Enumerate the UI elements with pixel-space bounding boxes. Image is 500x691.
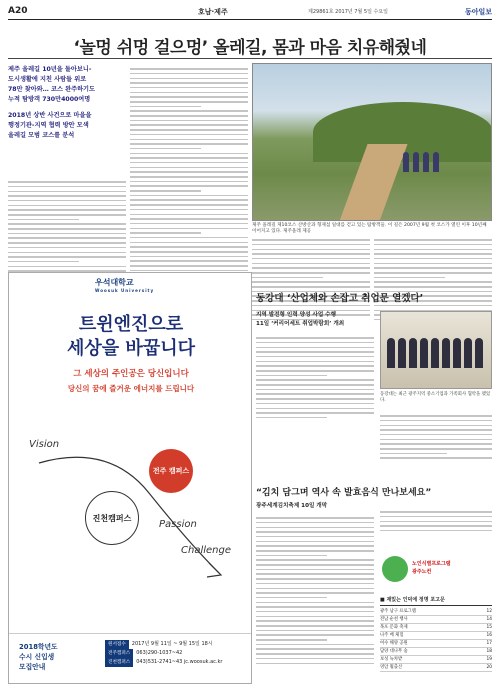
text-line	[380, 453, 447, 455]
text-line	[256, 389, 374, 391]
text-line	[8, 195, 126, 197]
photo-people	[403, 152, 453, 174]
sidebox-label	[412, 560, 451, 576]
text-line	[256, 356, 374, 358]
subhead-line: 누적 탐방객 730만4000여명	[8, 96, 91, 103]
text-line	[374, 267, 492, 269]
text-line	[380, 425, 492, 427]
text-line	[8, 181, 126, 183]
sidebox-row-value: 16	[486, 633, 492, 638]
text-line	[380, 420, 492, 422]
ad-tel1: 063)290-1037~42	[136, 650, 183, 656]
text-line	[130, 143, 248, 145]
text-line	[256, 545, 374, 547]
text-line	[374, 305, 492, 307]
text-line	[130, 209, 248, 211]
university-advertisement	[8, 272, 252, 684]
text-line	[380, 516, 492, 518]
text-line	[8, 261, 79, 263]
text-line	[256, 408, 374, 410]
sidebox-label-line: 노인식별프로그램	[412, 561, 451, 567]
text-line	[380, 530, 492, 532]
text-line	[256, 616, 374, 618]
ad-brand	[95, 277, 154, 293]
text-line	[8, 247, 126, 249]
text-line	[256, 384, 374, 386]
text-line	[256, 639, 327, 641]
text-line	[256, 365, 374, 367]
text-line	[256, 564, 374, 566]
lead-subheads	[8, 65, 126, 141]
story2-photo	[380, 311, 492, 389]
story2-subhead: 11일 ‘커리어세트 취업박람회’ 개최	[256, 321, 345, 327]
text-line	[256, 630, 374, 632]
text-line	[130, 195, 248, 197]
text-line	[130, 232, 201, 234]
ad-admission-type: 수시 신입생	[19, 653, 55, 661]
text-line	[8, 228, 126, 230]
headline-divider	[8, 58, 492, 59]
text-line	[130, 185, 248, 187]
sidebox-row	[380, 648, 492, 656]
story3-headline: “김치 담그며 역사 속 발효음식 만나보세요”	[256, 488, 432, 498]
text-line	[130, 82, 248, 84]
text-line	[130, 251, 248, 253]
sidebox-row	[380, 664, 492, 672]
event-sidebox	[380, 556, 492, 682]
text-line	[380, 511, 492, 513]
text-line	[256, 559, 374, 561]
text-line	[256, 517, 374, 519]
ad-admission-guide: 모집안내	[19, 663, 46, 671]
text-line	[380, 525, 492, 527]
text-line	[252, 258, 370, 260]
text-line	[130, 120, 248, 122]
story2-headline: 동강대 ‘산업체와 손잡고 취업문 열겠다’	[256, 293, 424, 304]
sidebox-label-line: 광주노컨	[412, 569, 432, 575]
text-line	[380, 443, 492, 445]
ad-tel2: 043)531-2741~43	[136, 659, 183, 665]
text-line	[130, 204, 248, 206]
text-line	[256, 347, 374, 349]
text-line	[374, 263, 492, 265]
section-title: 호남·제주	[198, 8, 228, 16]
sidebox-row	[380, 656, 492, 664]
text-line	[130, 157, 248, 159]
sidebox-row	[380, 640, 492, 648]
text-line	[8, 237, 126, 239]
text-line	[130, 148, 201, 150]
sidebox-table	[380, 596, 492, 672]
subhead-line: 올레길 모범 코스를 분석	[8, 132, 75, 139]
text-line	[130, 167, 248, 169]
text-line	[8, 214, 126, 216]
subhead-line: 2018년 상반 사건으로 마을을	[8, 112, 92, 119]
text-line	[256, 583, 374, 585]
ad-campus-jincheon: 진천캠퍼스	[85, 491, 139, 545]
text-line	[256, 658, 374, 660]
text-line	[380, 415, 492, 417]
story3-subhead: 광주세계김치축제 10일 개막	[256, 503, 328, 509]
story3-column-1	[256, 514, 374, 667]
text-line	[8, 200, 126, 202]
text-line	[374, 244, 492, 246]
ad-campus-jeonju: 전주 캠퍼스	[149, 449, 193, 493]
story2-subheads	[256, 311, 344, 329]
text-line	[380, 439, 492, 441]
ad-tel1-label: 전주캠퍼스	[105, 649, 133, 658]
text-line	[374, 286, 492, 288]
text-line	[130, 228, 248, 230]
ad-admission-label	[19, 642, 58, 672]
main-headline: ‘놀멍 쉬멍 걸으멍’ 올레길, 몸과 마음 치유해줬네	[73, 38, 427, 58]
text-line	[130, 181, 248, 183]
text-line	[8, 186, 126, 188]
text-line	[256, 648, 374, 650]
text-line	[252, 239, 370, 241]
story2-caption: 동강대는 최근 광주지역 중소기업과 가족회사 협약을 맺었다.	[380, 392, 491, 403]
text-line	[8, 209, 126, 211]
text-line	[130, 78, 248, 80]
ad-website: jc.woosuk.ac.kr	[183, 659, 223, 665]
text-line	[252, 277, 323, 279]
ad-tel2-label: 진천캠퍼스	[105, 658, 133, 667]
text-line	[256, 634, 374, 636]
text-line	[380, 457, 492, 459]
sidebox-row	[380, 608, 492, 616]
text-line	[8, 233, 126, 235]
text-line	[256, 412, 374, 414]
sidebox-row-name: 나주 배 체험	[380, 633, 404, 638]
text-line	[256, 403, 374, 405]
text-line	[256, 527, 374, 529]
text-line	[374, 253, 492, 255]
sidebox-row-name: 전남 순천 행사	[380, 617, 408, 622]
photo-caption: 제주 올레길 제10코스 산방산과 형제섬 일대를 걷고 있는 탐방객들. 이 길은 2007년 9월 첫 코스가 열린 이후 10년째 이어지고 있다. 제주올레 제공	[252, 223, 487, 235]
text-line	[8, 223, 126, 225]
text-line	[374, 239, 492, 241]
text-line	[8, 191, 126, 193]
text-line	[8, 205, 126, 207]
text-line	[252, 267, 370, 269]
text-line	[252, 305, 370, 307]
text-line	[130, 124, 248, 126]
ad-year: 2018학년도	[19, 643, 58, 651]
text-line	[130, 265, 248, 267]
text-line	[130, 139, 248, 141]
text-line	[130, 260, 248, 262]
text-line	[130, 171, 248, 173]
text-line	[256, 522, 374, 524]
text-line	[256, 597, 327, 599]
sidebox-row	[380, 632, 492, 640]
text-line	[256, 379, 374, 381]
ad-challenge-word: Challenge	[181, 545, 231, 556]
text-line	[256, 663, 374, 665]
text-line	[130, 237, 248, 239]
sidebox-row-value: 19	[486, 657, 492, 662]
text-line	[8, 256, 126, 258]
text-line	[374, 258, 492, 260]
sidebox-row-value: 12	[486, 609, 492, 614]
text-line	[256, 611, 374, 613]
ad-tagline-1: 그 세상의 주인공은 당신입니다	[73, 369, 189, 379]
text-line	[380, 434, 492, 436]
text-line	[252, 281, 370, 283]
text-line	[256, 342, 374, 344]
text-line	[256, 653, 374, 655]
text-line	[374, 281, 492, 283]
page-number: A20	[8, 6, 28, 16]
issue-info: 제29861호 2017년 7월 5일 수요일	[308, 9, 388, 15]
text-line	[256, 531, 374, 533]
ad-title	[9, 313, 253, 361]
text-line	[8, 252, 126, 254]
text-line	[256, 578, 374, 580]
text-line	[256, 370, 374, 372]
text-line	[130, 199, 248, 201]
text-line	[256, 417, 327, 419]
text-line	[374, 272, 492, 274]
sidebox-row-value: 18	[486, 649, 492, 654]
sidebox-row	[380, 624, 492, 632]
text-line	[256, 644, 374, 646]
newspaper-name: 동아일보	[464, 8, 492, 16]
text-line	[256, 541, 374, 543]
text-line	[8, 242, 126, 244]
subhead-line: 행정기관-지역 협력 방안 모색	[8, 122, 89, 129]
text-line	[130, 176, 248, 178]
sidebox-row-name: 광주 남구 프로그램	[380, 609, 416, 614]
channel-logo-icon	[382, 556, 408, 582]
text-line	[256, 620, 374, 622]
page-header	[8, 6, 492, 20]
text-line	[130, 246, 248, 248]
text-line	[130, 190, 201, 192]
ad-brand-kr: 우석대학교	[95, 278, 134, 287]
text-line	[256, 602, 374, 604]
text-line	[256, 573, 374, 575]
text-line	[130, 242, 248, 244]
ad-brand-en: Woosuk University	[95, 288, 155, 293]
subhead-line: 제주 올레길 10년을 돌아보니-	[8, 66, 92, 73]
ad-title-line1: 트윈엔진으로	[78, 314, 184, 335]
text-line	[256, 606, 374, 608]
text-line	[252, 263, 370, 265]
text-line	[256, 351, 374, 353]
text-line	[130, 162, 248, 164]
sidebox-table-title: ■ 재밌는 인덕에 정명 포고문	[380, 596, 492, 606]
ad-vision-word: Vision	[29, 439, 60, 450]
sidebox-row-value: 20	[486, 665, 492, 670]
text-line	[130, 87, 248, 89]
sidebox-row-name: 목포 문화 축제	[380, 625, 408, 630]
text-line	[256, 592, 374, 594]
ad-period-label: 원서접수	[105, 640, 129, 649]
text-line	[130, 68, 248, 70]
text-line	[252, 272, 370, 274]
text-line	[8, 266, 126, 268]
story2-column-2	[380, 412, 492, 462]
text-line	[380, 429, 492, 431]
text-line	[256, 569, 374, 571]
text-line	[130, 101, 248, 103]
text-line	[252, 244, 370, 246]
subhead-line: 도시생활에 지친 사람들 위로	[8, 76, 87, 83]
text-line	[252, 249, 370, 251]
text-line	[256, 337, 374, 339]
subhead-line: 78만 찾아와… 코스 완주하기도	[8, 86, 96, 93]
sidebox-row-value: 14	[486, 617, 492, 622]
text-line	[130, 115, 248, 117]
sidebox-row-name: 영암 월출산	[380, 665, 403, 670]
text-line	[130, 92, 248, 94]
article-photo	[252, 63, 492, 221]
ad-period: 2017년 9월 11일 ~ 9월 15일 18시	[131, 641, 213, 647]
text-line	[374, 277, 445, 279]
text-line	[130, 256, 248, 258]
story3-column-2	[380, 508, 492, 535]
ad-tagline-2: 당신의 꿈에 즐거운 에너지를 드립니다	[67, 384, 195, 393]
story2-subhead: 지역 발전형 인력 양성 사업 수행	[256, 312, 336, 318]
text-line	[256, 588, 374, 590]
ad-contact	[105, 640, 222, 667]
text-line	[252, 253, 370, 255]
text-line	[374, 249, 492, 251]
text-line	[130, 110, 248, 112]
sidebox-row-value: 17	[486, 641, 492, 646]
text-line	[130, 129, 248, 131]
text-line	[256, 555, 327, 557]
text-line	[256, 361, 374, 363]
text-line	[130, 223, 248, 225]
text-line	[380, 448, 492, 450]
text-line	[256, 536, 374, 538]
ad-passion-word: Passion	[159, 519, 197, 530]
sidebox-row	[380, 616, 492, 624]
text-line	[380, 521, 492, 523]
sidebox-row-name: 여수 해양 공원	[380, 641, 408, 646]
text-line	[130, 96, 248, 98]
text-line	[130, 134, 248, 136]
sidebox-row-value: 15	[486, 625, 492, 630]
sidebox-row-name: 담양 대나무 숲	[380, 649, 408, 654]
text-line	[130, 218, 248, 220]
text-line	[256, 393, 374, 395]
text-line	[8, 219, 79, 221]
text-line	[252, 286, 370, 288]
story2-column-1	[256, 334, 374, 422]
text-line	[130, 73, 248, 75]
text-line	[256, 625, 374, 627]
text-line	[256, 375, 327, 377]
ad-title-line2: 세상을 바꿉니다	[67, 338, 195, 359]
text-line	[256, 398, 374, 400]
text-line	[130, 214, 248, 216]
text-line	[256, 550, 374, 552]
sidebox-row-name: 보성 녹차밭	[380, 657, 403, 662]
text-line	[130, 153, 248, 155]
ad-footer	[9, 633, 251, 683]
text-line	[130, 106, 201, 108]
